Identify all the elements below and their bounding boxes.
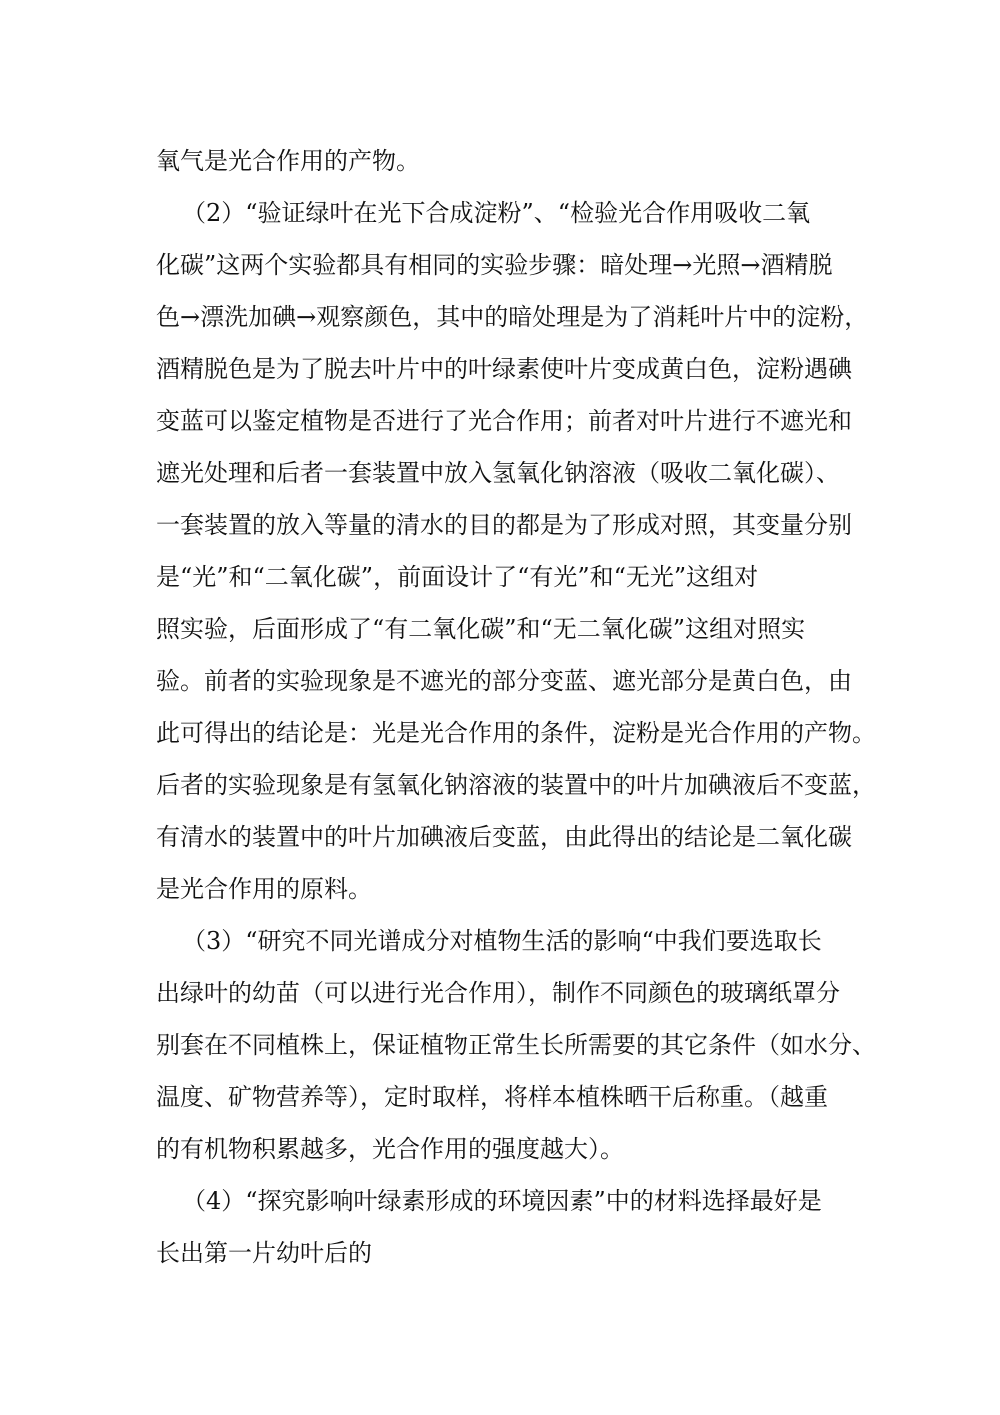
text-line: 一套装置的放入等量的清水的目的都是为了形成对照，其变量分别 [156, 511, 852, 539]
body-text [156, 135, 876, 1279]
text-line: 遮光处理和后者一套装置中放入氢氧化钠溶液（吸收二氧化碳）、 [156, 459, 840, 487]
text-line: 长出第一片幼叶后的 [156, 1239, 372, 1267]
text-line: 化碳”这两个实验都具有相同的实验步骤：暗处理→光照→酒精脱 [156, 251, 833, 279]
text-line: 的有机物积累越多，光合作用的强度越大）。 [156, 1135, 624, 1163]
text-line: 后者的实验现象是有氢氧化钠溶液的装置中的叶片加碘液后不变蓝， [156, 771, 876, 799]
text-line: 此可得出的结论是：光是光合作用的条件，淀粉是光合作用的产物。 [156, 719, 876, 747]
text-line: 出绿叶的幼苗（可以进行光合作用），制作不同颜色的玻璃纸罩分 [156, 979, 840, 1007]
paragraph-4-start: （4）“探究影响叶绿素形成的环境因素”中的材料选择最好是 [182, 1187, 822, 1215]
text-line: 有清水的装置中的叶片加碘液后变蓝，由此得出的结论是二氧化碳 [156, 823, 852, 851]
text-line: 酒精脱色是为了脱去叶片中的叶绿素使叶片变成黄白色，淀粉遇碘 [156, 355, 852, 383]
text-line: 色→漂洗加碘→观察颜色，其中的暗处理是为了消耗叶片中的淀粉， [156, 303, 869, 331]
text-line: 照实验，后面形成了“有二氧化碳”和“无二氧化碳”这组对照实 [156, 615, 806, 643]
text-line: 是“光”和“二氧化碳”，前面设计了“有光”和“无光”这组对 [156, 563, 759, 591]
text-line: 变蓝可以鉴定植物是否进行了光合作用；前者对叶片进行不遮光和 [156, 407, 852, 435]
paragraph-3-start: （3）“研究不同光谱成分对植物生活的影响“中我们要选取长 [182, 927, 822, 955]
text-line: 是光合作用的原料。 [156, 875, 372, 903]
text-line: 别套在不同植株上，保证植物正常生长所需要的其它条件（如水分、 [156, 1031, 876, 1059]
paragraph-2-start: （2）“验证绿叶在光下合成淀粉”、“检验光合作用吸收二氧 [182, 199, 811, 227]
text-line: 验。前者的实验现象是不遮光的部分变蓝、遮光部分是黄白色，由 [156, 667, 852, 695]
text-line: 氧气是光合作用的产物。 [156, 147, 420, 175]
text-line: 温度、矿物营养等），定时取样，将样本植株晒干后称重。（越重 [156, 1083, 828, 1111]
